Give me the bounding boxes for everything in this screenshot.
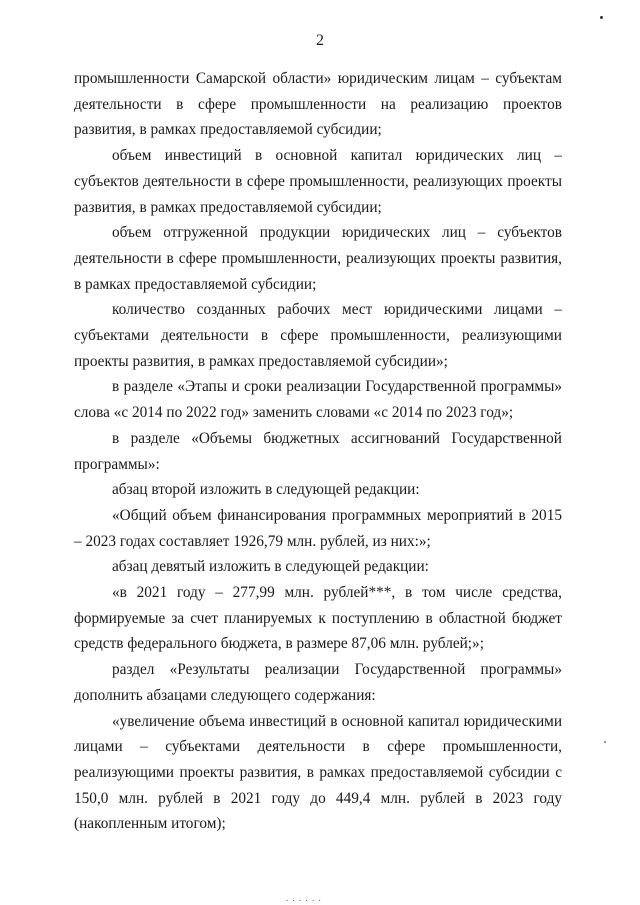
paragraph-investment-increase: «увеличение объема инвестиций в основной капитал юридическими лицами – субъектами деятельности в сфере промышленности, реализующими проекты развития, в рамках предоставляемой субсидии с 150,0 млн. рублей в 2021 году до 449,4 млн. рублей в 2023 году (накопленным итогом); bbox=[74, 712, 562, 833]
scan-artifact: . . . . . . bbox=[286, 893, 322, 903]
paragraph-results-section: раздел «Результаты реализации Государственной программы» дополнить абзацами следующего содержания: bbox=[74, 661, 562, 704]
paragraph-total-funding: «Общий объем финансирования программных мероприятий в 2015 – 2023 годах составляет 1926,79 млн. рублей, из них:»; bbox=[74, 506, 562, 550]
paragraph-continuation: промышленности Самарской области» юридическим лицам – субъектам деятельности в сфере промышленности на реализацию проектов развития, в рамках предоставляемой субсидии; bbox=[74, 70, 562, 139]
scan-speck bbox=[600, 16, 603, 19]
document-body bbox=[74, 66, 562, 837]
paragraph-ninth-abzac: абзац девятый изложить в следующей редакции: bbox=[112, 558, 429, 576]
paragraph-shipped-products: объем отгруженной продукции юридических лиц – субъектов деятельности в сфере промышленности, реализующих проекты развития, в рамках предоставляемой субсидии; bbox=[74, 224, 562, 293]
paragraph-jobs-created: количество созданных рабочих мест юридическими лицами – субъектами деятельности в сфере промышленности, реализующими проекты развития, в рамках предоставляемой субсидии»; bbox=[74, 301, 562, 370]
page-number: 2 bbox=[316, 32, 324, 49]
paragraph-investment: объем инвестиций в основной капитал юридических лиц – субъектов деятельности в сфере промышленности, реализующих проекты развития, в рамках предоставляемой субсидии; bbox=[74, 147, 562, 216]
paragraph-budget-section: в разделе «Объемы бюджетных ассигнований Государственной программы»: bbox=[74, 429, 562, 473]
paragraph-2021-funding: «в 2021 году – 277,99 млн. рублей***, в том числе средства, формируемые за счет планируемых к поступлению в областной бюджет средств федерального бюджета, в размере 87,06 млн. рублей;»; bbox=[74, 584, 562, 653]
paragraph-stages-terms: в разделе «Этапы и сроки реализации Государственной программы» слова «с 2014 по 2022 год» заменить словами «с 2014 по 2023 год»; bbox=[74, 378, 562, 422]
scan-speck bbox=[604, 741, 606, 743]
paragraph-second-abzac: абзац второй изложить в следующей редакции: bbox=[112, 481, 420, 499]
